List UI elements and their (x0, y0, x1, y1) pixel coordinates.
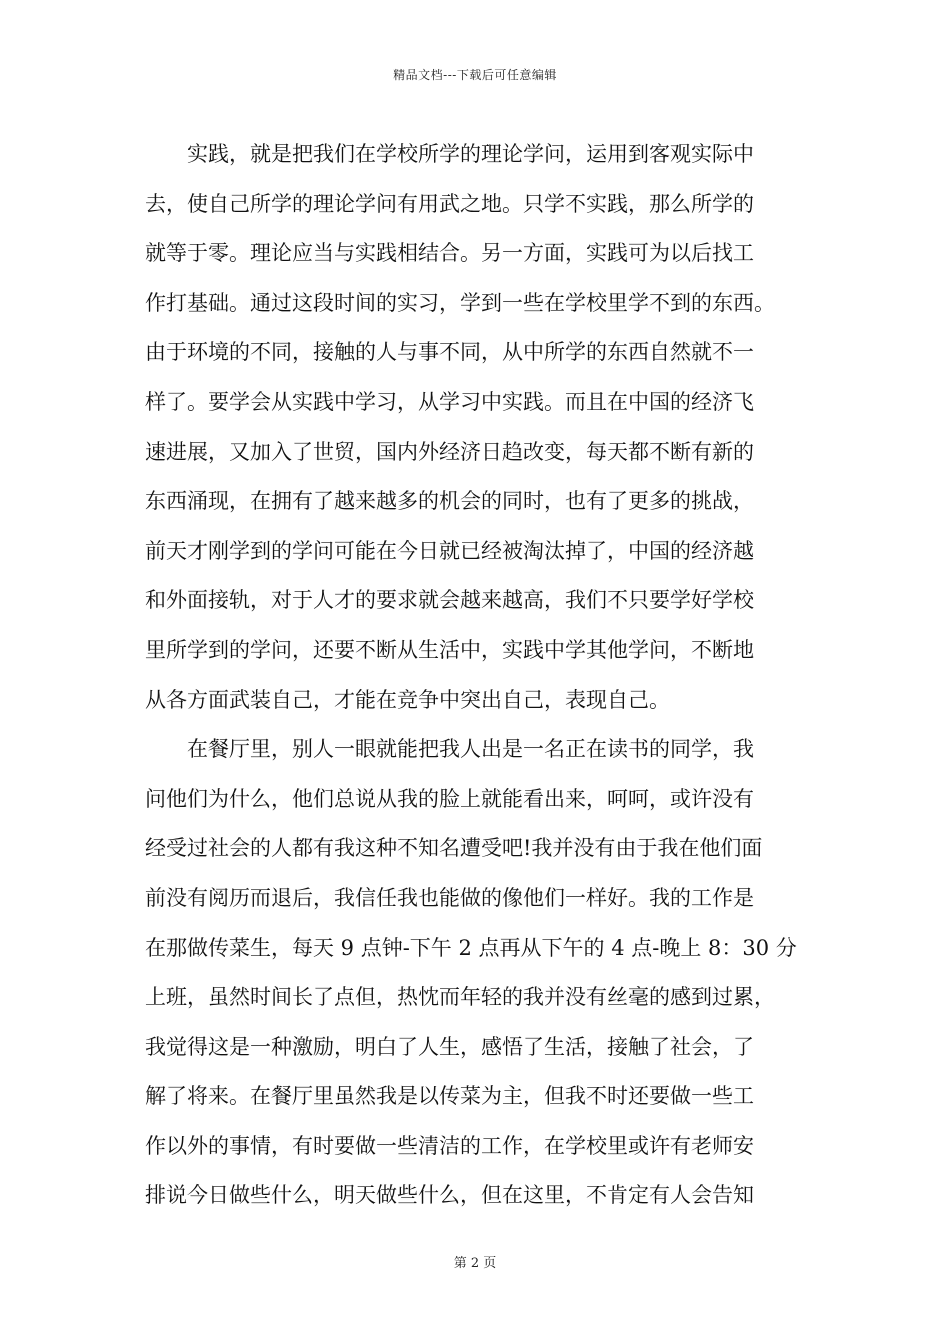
text-line: 由于环境的不同，接触的人与事不同，从中所学的东西自然就不一 (145, 340, 754, 365)
text-line: 从各方面武装自己，才能在竞争中突出自己，表现自己。 (145, 687, 670, 712)
text-line: 和外面接轨，对于人才的要求就会越来越高，我们不只要学好学校 (145, 588, 754, 613)
document-body (145, 130, 815, 1221)
text-line: 上班，虽然时间长了点但，热忱而年轻的我并没有丝毫的感到过累， (145, 985, 775, 1010)
text-line: 实践，就是把我们在学校所学的理论学问，运用到客观实际中 (145, 142, 754, 166)
text-line: 解了将来。在餐厅里虽然我是以传菜为主，但我不时还要做一些工 (145, 1084, 754, 1109)
page-number: 第 2 页 (453, 1256, 497, 1271)
text-line: 在餐厅里，别人一眼就能把我人出是一名正在读书的同学，我 (145, 737, 754, 762)
text-line: 我觉得这是一种激励，明白了人生，感悟了生活，接触了社会，了 (145, 1034, 754, 1059)
text-line: 作打基础。通过这段时间的实习，学到一些在学校里学不到的东西。 (145, 290, 775, 315)
text-line: 速进展，又加入了世贸，国内外经济日趋改变，每天都不断有新的 (145, 439, 754, 464)
text-line: 东西涌现，在拥有了越来越多的机会的同时，也有了更多的挑战， (145, 489, 754, 514)
text-line: 就等于零。理论应当与实践相结合。另一方面，实践可为以后找工 (145, 241, 754, 266)
text-line: 里所学到的学问，还要不断从生活中，实践中学其他学问，不断地 (145, 637, 754, 662)
text-line: 问他们为什么，他们总说从我的脸上就能看出来，呵呵，或许没有 (145, 786, 754, 811)
text-line: 在那做传菜生，每天 9 点钟-下午 2 点再从下午的 4 点-晚上 8：30 分 (145, 935, 797, 960)
text-line: 去，使自己所学的理论学问有用武之地。只学不实践，那么所学的 (145, 191, 754, 216)
text-line: 前天才刚学到的学问可能在今日就已经被淘汰掉了，中国的经济越 (145, 538, 754, 563)
text-line: 排说今日做些什么，明天做些什么，但在这里，不肯定有人会告知 (145, 1183, 754, 1208)
text-line: 前没有阅历而退后，我信任我也能做的像他们一样好。我的工作是 (145, 885, 754, 910)
text-line: 作以外的事情，有时要做一些清洁的工作，在学校里或许有老师安 (145, 1133, 754, 1158)
text-line: 经受过社会的人都有我这种不知名遭受吧!我并没有由于我在他们面 (145, 836, 763, 861)
page-header: 精品文档---下载后可任意编辑 (393, 68, 557, 82)
text-line: 样了。要学会从实践中学习，从学习中实践。而且在中国的经济飞 (145, 389, 754, 414)
